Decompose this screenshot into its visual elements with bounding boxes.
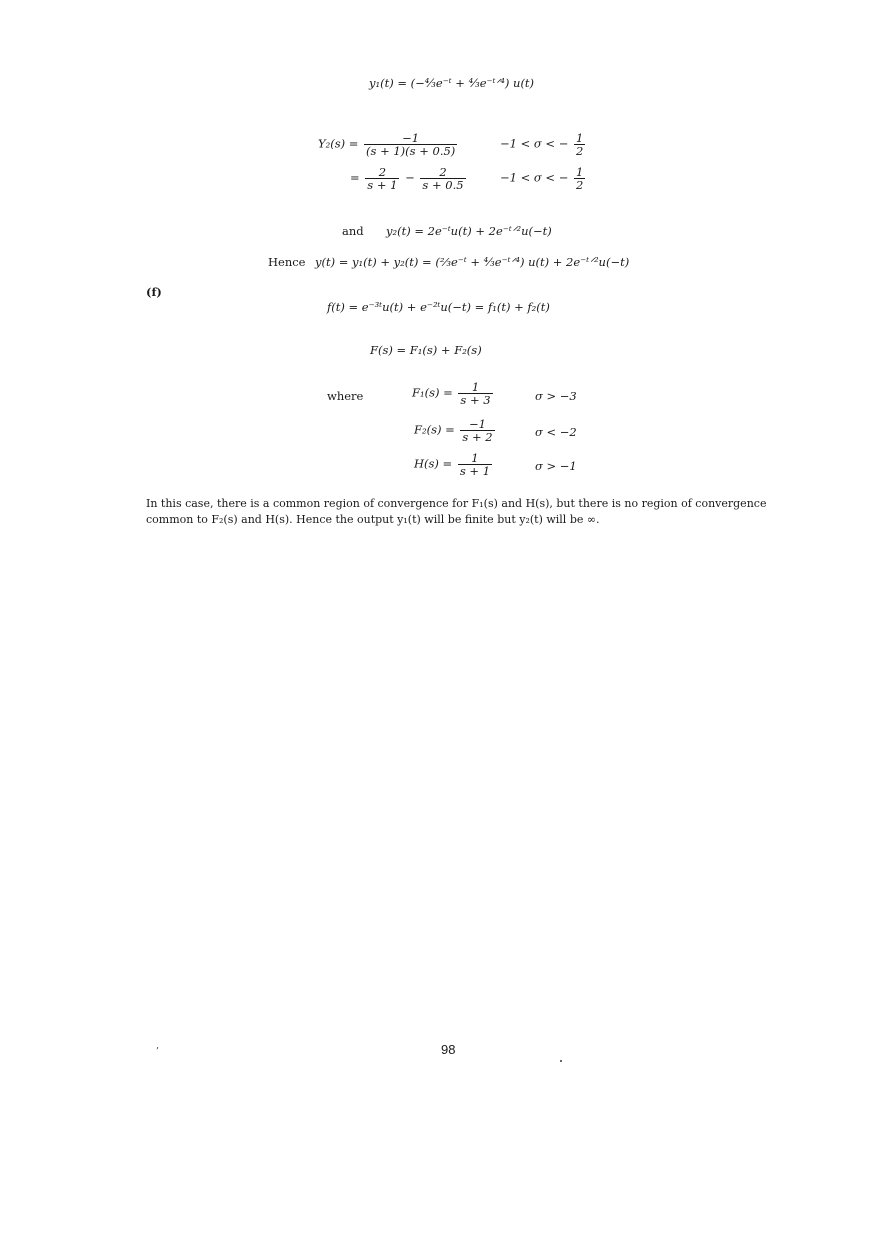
roc-half-num: 1 (576, 131, 584, 145)
part-f-label: (f) (146, 285, 162, 299)
F2-num: −1 (460, 418, 494, 431)
equation-F-s (370, 343, 482, 357)
pf1-num: 2 (365, 166, 399, 179)
Y2-numerator: −1 (364, 132, 457, 145)
F1-den: s + 3 (460, 393, 491, 407)
Y2-pf-roc-half (574, 166, 585, 191)
equation-y-total-text: y(t) = y₁(t) + y₂(t) = (⅔e⁻ᵗ + ⁴⁄₃e⁻ᵗᐟ⁴) u(t) + 2e⁻ᵗᐟ²u(−t) (315, 255, 630, 269)
Y2-fraction (364, 132, 457, 157)
H-num: 1 (458, 452, 492, 465)
equation-y2 (386, 224, 552, 238)
H-roc: σ > −1 (535, 459, 577, 473)
F2-lhs: F₂(s) = (414, 422, 455, 437)
F2-den: s + 2 (462, 430, 493, 444)
and-label: and (342, 224, 364, 238)
equation-y2-text: y₂(t) = 2e⁻ᵗu(t) + 2e⁻ᵗᐟ²u(−t) (386, 224, 552, 238)
equation-y1-text: y₁(t) = (−⁴⁄₃e⁻ᵗ + ⁴⁄₃e⁻ᵗᐟ⁴) u(t) (369, 76, 535, 90)
scan-speck: ’ (156, 1047, 159, 1057)
where-label: where (327, 389, 364, 403)
H-fraction (458, 452, 492, 477)
F2-roc: σ < −2 (535, 425, 577, 439)
equation-f-t (327, 300, 550, 314)
equation-f-t-text: f(t) = e⁻³ᵗu(t) + e⁻²ᵗu(−t) = f₁(t) + f₂(t) (327, 300, 550, 314)
pf-fraction-2 (420, 166, 465, 191)
Y2-pf-roc (500, 166, 587, 191)
page-number: 98 (441, 1042, 456, 1057)
scan-dot (560, 1060, 562, 1062)
F2-fraction (460, 418, 494, 443)
equation-F-s-text: F(s) = F₁(s) + F₂(s) (370, 343, 482, 357)
Y2-roc (500, 132, 587, 157)
F1-roc: σ > −3 (535, 389, 577, 403)
pf-roc-half-den: 2 (576, 178, 584, 192)
F1-fraction (458, 381, 492, 406)
pf-fraction-1 (365, 166, 399, 191)
pf2-num: 2 (420, 166, 465, 179)
Y2-denominator: (s + 1)(s + 0.5) (366, 144, 456, 158)
pf-roc-half-num: 1 (576, 165, 584, 179)
Y2-roc-text: −1 < σ < − (500, 136, 569, 151)
Y2-lhs: Y₂(s) = (318, 136, 359, 151)
equation-H (414, 452, 494, 477)
Y2-pf-roc-text: −1 < σ < − (500, 170, 569, 185)
H-lhs: H(s) = (414, 456, 453, 471)
F1-num: 1 (458, 381, 492, 394)
equation-y-total (315, 255, 629, 269)
pf-minus: − (405, 170, 415, 185)
hence-label: Hence (268, 255, 306, 269)
F1-lhs: F₁(s) = (412, 385, 453, 400)
H-den: s + 1 (459, 464, 491, 478)
pf-equals: = (350, 170, 360, 185)
equation-F2 (414, 418, 497, 443)
equation-y1 (369, 76, 534, 90)
pf1-den: s + 1 (367, 178, 398, 192)
equation-Y2 (318, 132, 459, 157)
equation-Y2-partial-fractions (350, 166, 468, 191)
conclusion-paragraph: In this case, there is a common region of convergence for F₁(s) and H(s), but there is no region of convergence common to F₂(s) and H(s). Hence the output y₁(t) will be finite but y₂(t) will be ∞. (146, 497, 767, 526)
roc-half-den: 2 (576, 144, 584, 158)
Y2-roc-half (574, 132, 585, 157)
pf2-den: s + 0.5 (422, 178, 464, 192)
equation-F1 (412, 381, 495, 406)
